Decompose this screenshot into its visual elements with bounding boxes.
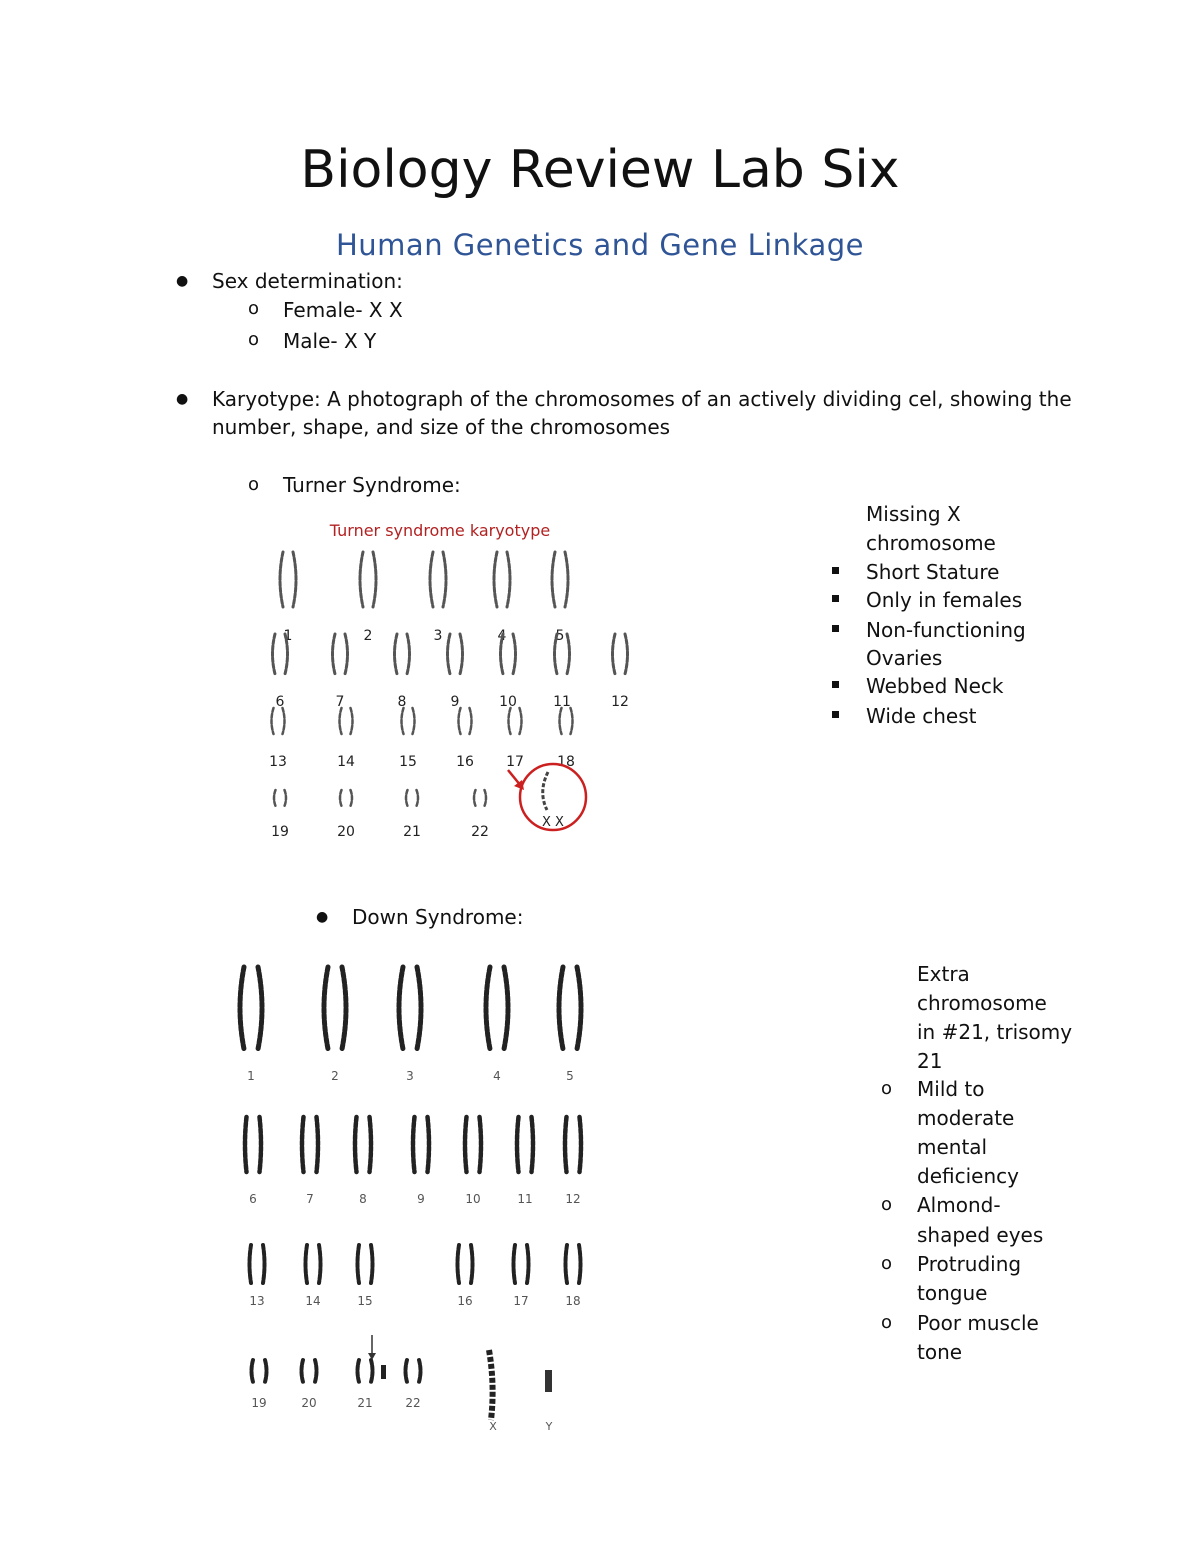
- chromosome: [459, 708, 461, 734]
- chromosome: [399, 967, 403, 1049]
- down-note-cont: tongue: [917, 1281, 988, 1305]
- chromosome-pair: [280, 552, 296, 607]
- extra-chromosome-21: [381, 1365, 386, 1379]
- chromosome-pair: [324, 967, 346, 1049]
- chromosome: [333, 634, 336, 674]
- chromosome-pair: [406, 1360, 421, 1382]
- chromosome-pair: [413, 1117, 429, 1172]
- chromosome: [465, 1117, 467, 1172]
- chromosome: [245, 1117, 247, 1172]
- chromosome-pair: [517, 1117, 533, 1172]
- down-chromosome-number: 8: [359, 1192, 367, 1206]
- down-note-cont: tone: [917, 1340, 963, 1364]
- chromosome: [371, 1245, 373, 1283]
- chromosome: [565, 1117, 567, 1172]
- chromosome: [342, 967, 346, 1049]
- chromosome: [319, 1245, 321, 1283]
- turner-chromosome-number: 5: [555, 628, 565, 644]
- chromosome: [315, 1360, 317, 1382]
- chromosome: [285, 634, 288, 674]
- chromosome: [407, 634, 410, 674]
- chromosome-pair: [302, 1117, 318, 1172]
- chromosome: [250, 1245, 252, 1283]
- down-notes-heading-4: 21: [917, 1049, 943, 1073]
- down-chromosome-number: 12: [565, 1192, 581, 1206]
- chromosome: [355, 1117, 357, 1172]
- chromosome-pair: [458, 1245, 473, 1283]
- chromosome: [406, 790, 408, 806]
- down-y-label: Y: [545, 1420, 553, 1433]
- chromosome: [527, 1245, 529, 1283]
- karyotype-text: A photograph of the chromosomes of an actively dividing cel, showing the: [320, 387, 1072, 411]
- chromosome-pair: [250, 1245, 265, 1283]
- turner-chromosome-number: 6: [275, 694, 285, 710]
- chromosome: [417, 967, 421, 1049]
- down-chromosome-number: 16: [457, 1294, 473, 1308]
- female-item: Female- X X: [283, 298, 403, 322]
- down-note: Almond-: [917, 1193, 1001, 1217]
- ring-bullet-icon: o: [881, 1194, 893, 1215]
- down-chromosome-number: 19: [251, 1396, 267, 1410]
- down-note-cont: shaped eyes: [917, 1223, 1044, 1247]
- square-bullet-icon: [832, 595, 839, 602]
- chromosome: [555, 634, 558, 674]
- chromosome: [285, 790, 287, 806]
- chromosome: [406, 1360, 408, 1382]
- karyotype-definition-line1: [212, 385, 1072, 414]
- chromosome: [351, 790, 353, 806]
- chromosome: [293, 552, 296, 607]
- chromosome: [324, 967, 328, 1049]
- chromosome: [480, 1117, 482, 1172]
- turner-chromosome-number: 2: [363, 628, 373, 644]
- turner-chromosome-number: 20: [337, 824, 355, 840]
- chromosome: [559, 967, 563, 1049]
- chromosome: [413, 1117, 415, 1172]
- chromosome: [517, 1117, 519, 1172]
- down-notes-heading-1: Extra: [917, 962, 970, 986]
- down-chromosome-number: 15: [357, 1294, 373, 1308]
- chromosome: [317, 1117, 319, 1172]
- chromosome-pair: [399, 967, 421, 1049]
- down-note-cont: mental: [917, 1135, 988, 1159]
- square-bullet-icon: [832, 567, 839, 574]
- turner-chromosome-number: 12: [611, 694, 629, 710]
- down-notes-heading-2: chromosome: [917, 991, 1047, 1015]
- turner-chromosome-number: 16: [456, 754, 474, 770]
- chromosome-pair: [306, 1245, 321, 1283]
- chromosome: [443, 552, 446, 607]
- chromosome-pair: [552, 552, 568, 607]
- chromosome: [552, 552, 555, 607]
- chromosome-pair: [514, 1245, 529, 1283]
- chromosome: [360, 552, 363, 607]
- chromosome: [283, 708, 285, 734]
- down-chromosome-number: 22: [405, 1396, 421, 1410]
- chromosome-pair: [474, 790, 486, 806]
- chromosome: [252, 1360, 254, 1382]
- chromosome: [571, 708, 573, 734]
- square-bullet-icon: [832, 711, 839, 718]
- chromosome: [395, 634, 398, 674]
- chromosome: [345, 634, 348, 674]
- down-chromosome-number: 20: [301, 1396, 317, 1410]
- chromosome-pair: [402, 708, 415, 734]
- chromosome: [579, 1245, 581, 1283]
- chromosome: [371, 1360, 373, 1382]
- chromosome-pair: [245, 1117, 261, 1172]
- down-karyotype-image: [225, 955, 605, 1440]
- chromosome: [340, 790, 342, 806]
- chromosome: [302, 1117, 304, 1172]
- chromosome: [302, 1360, 304, 1382]
- chromosome-pair: [459, 708, 472, 734]
- chromosome: [486, 967, 490, 1049]
- chromosome: [566, 1245, 568, 1283]
- page-title: Biology Review Lab Six: [300, 140, 900, 200]
- down-chromosome-number: 9: [417, 1192, 425, 1206]
- chromosome: [448, 634, 451, 674]
- down-chromosome-number: 6: [249, 1192, 257, 1206]
- turner-note: Only in females: [866, 588, 1023, 612]
- chromosome-pair: [448, 634, 463, 674]
- turner-chromosome-number: 4: [497, 628, 507, 644]
- chromosome: [470, 708, 472, 734]
- chromosome-pair: [240, 967, 262, 1049]
- chromosome: [358, 1245, 360, 1283]
- chromosome: [565, 552, 568, 607]
- chromosome: [513, 634, 516, 674]
- chromosome: [265, 1360, 267, 1382]
- chromosome: [560, 708, 562, 734]
- chromosome: [413, 708, 415, 734]
- chromosome-pair: [333, 634, 348, 674]
- chromosome: [514, 1245, 516, 1283]
- ring-bullet-icon: o: [248, 474, 260, 495]
- turner-figure-title: Turner syndrome karyotype: [329, 521, 551, 540]
- turner-note: Short Stature: [866, 560, 1000, 584]
- chromosome-pair: [406, 790, 418, 806]
- chromosome: [577, 967, 581, 1049]
- chromosome: [460, 634, 463, 674]
- chromosome-pair: [252, 1360, 267, 1382]
- chromosome-pair: [274, 790, 286, 806]
- chromosome: [474, 790, 476, 806]
- chromosome: [273, 634, 276, 674]
- chromosome-pair: [566, 1245, 581, 1283]
- chromosome: [613, 634, 616, 674]
- turner-chromosome-number: 17: [506, 754, 524, 770]
- down-chromosome-number: 21: [357, 1396, 373, 1410]
- chromosome: [263, 1245, 265, 1283]
- chromosome: [260, 1117, 262, 1172]
- down-chromosome-number: 13: [249, 1294, 265, 1308]
- chromosome: [370, 1117, 372, 1172]
- down-label: Down Syndrome:: [352, 905, 524, 929]
- chromosome: [402, 708, 404, 734]
- chromosome: [471, 1245, 473, 1283]
- turner-note-cont: Ovaries: [866, 646, 943, 670]
- ring-bullet-icon: o: [248, 298, 260, 319]
- chromosome-pair: [494, 552, 510, 607]
- turner-chromosome-number: 7: [335, 694, 345, 710]
- turner-karyotype-figure: [250, 512, 640, 842]
- chromosome-pair: [358, 1360, 373, 1382]
- turner-chromosome-number: 14: [337, 754, 355, 770]
- chromosome-pair: [430, 552, 446, 607]
- down-chromosome-number: 3: [406, 1069, 414, 1083]
- bullet-dot-icon: ●: [176, 391, 189, 407]
- chromosome: [494, 552, 497, 607]
- turner-chromosome-number: 15: [399, 754, 417, 770]
- chromosome: [504, 967, 508, 1049]
- turner-chromosome-number: 9: [450, 694, 460, 710]
- turner-chromosome-number: 3: [433, 628, 443, 644]
- bullet-dot-icon: ●: [316, 909, 329, 925]
- chromosome-pair: [486, 967, 508, 1049]
- chromosome-pair: [340, 790, 352, 806]
- page-subtitle: Human Genetics and Gene Linkage: [336, 228, 864, 262]
- chromosome-pair: [565, 1117, 581, 1172]
- square-bullet-icon: [832, 625, 839, 632]
- chromosome: [520, 708, 522, 734]
- chromosome: [428, 1117, 430, 1172]
- turner-sex-label: X X: [542, 815, 564, 830]
- turner-karyotype-image: [250, 512, 640, 842]
- chromosome: [272, 708, 274, 734]
- down-chromosome-number: 17: [513, 1294, 529, 1308]
- chromosome: [501, 634, 504, 674]
- down-chromosome-number: 18: [565, 1294, 581, 1308]
- chromosome-pair: [273, 634, 288, 674]
- chromosome: [373, 552, 376, 607]
- chromosome: [306, 1245, 308, 1283]
- chromosome-pair: [560, 708, 573, 734]
- turner-chromosome-number: 21: [403, 824, 421, 840]
- down-chromosome-number: 5: [566, 1069, 574, 1083]
- ring-bullet-icon: o: [881, 1253, 893, 1274]
- karyotype-definition-line2: number, shape, and size of the chromosomes: [212, 415, 671, 439]
- turner-note: Non-functioning: [866, 618, 1026, 642]
- chromosome: [580, 1117, 582, 1172]
- chromosome: [417, 790, 419, 806]
- sex-determination-label: Sex determination:: [212, 269, 403, 293]
- ring-bullet-icon: o: [881, 1312, 893, 1333]
- chromosome-pair: [501, 634, 516, 674]
- chromosome-pair: [509, 708, 522, 734]
- down-note-cont: moderate: [917, 1106, 1015, 1130]
- turner-chromosome-number: 1: [283, 628, 293, 644]
- down-note-cont: deficiency: [917, 1164, 1019, 1188]
- chromosome: [532, 1117, 534, 1172]
- chromosome: [509, 708, 511, 734]
- turner-note: Webbed Neck: [866, 674, 1004, 698]
- chromosome-pair: [302, 1360, 317, 1382]
- down-chromosome-number: 1: [247, 1069, 255, 1083]
- down-chromosome-number: 4: [493, 1069, 501, 1083]
- karyotype-term: Karyotype:: [212, 387, 321, 411]
- turner-chromosome-number: 8: [397, 694, 407, 710]
- chromosome: [430, 552, 433, 607]
- chromosome: [340, 708, 342, 734]
- chromosome: [358, 1360, 360, 1382]
- chromosome-pair: [465, 1117, 481, 1172]
- chromosome: [625, 634, 628, 674]
- chromosome: [258, 967, 262, 1049]
- chromosome: [280, 552, 283, 607]
- chromosome: [351, 708, 353, 734]
- turner-label: Turner Syndrome:: [283, 473, 461, 497]
- square-bullet-icon: [832, 681, 839, 688]
- turner-chromosome-number: 10: [499, 694, 517, 710]
- x-chromosome: [543, 772, 548, 810]
- down-notes-heading-3: in #21, trisomy: [917, 1020, 1073, 1044]
- turner-notes-heading-1: Missing X: [866, 502, 961, 526]
- chromosome-pair: [395, 634, 410, 674]
- chromosome-pair: [559, 967, 581, 1049]
- down-chromosome-number: 14: [305, 1294, 321, 1308]
- arrow-head: [368, 1353, 376, 1360]
- turner-chromosome-number: 22: [471, 824, 489, 840]
- chromosome: [507, 552, 510, 607]
- chromosome: [419, 1360, 421, 1382]
- turner-chromosome-number: 19: [271, 824, 289, 840]
- down-chromosome-number: 11: [517, 1192, 533, 1206]
- chromosome-pair: [613, 634, 628, 674]
- down-note: Poor muscle: [917, 1311, 1039, 1335]
- down-note: Mild to: [917, 1077, 985, 1101]
- turner-chromosome-number: 13: [269, 754, 287, 770]
- down-chromosome-number: 10: [465, 1192, 481, 1206]
- bullet-dot-icon: ●: [176, 273, 189, 289]
- chromosome: [274, 790, 276, 806]
- ring-bullet-icon: o: [248, 329, 260, 350]
- turner-note: Wide chest: [866, 704, 977, 728]
- down-karyotype-figure: [225, 955, 605, 1440]
- chromosome: [240, 967, 244, 1049]
- chromosome: [458, 1245, 460, 1283]
- chromosome-pair: [355, 1117, 371, 1172]
- down-note: Protruding: [917, 1252, 1022, 1276]
- chromosome-pair: [360, 552, 376, 607]
- down-chromosome-number: 7: [306, 1192, 314, 1206]
- male-item: Male- X Y: [283, 329, 377, 353]
- chromosome-pair: [358, 1245, 373, 1283]
- down-x-label: X: [489, 1420, 497, 1433]
- down-chromosome-number: 2: [331, 1069, 339, 1083]
- turner-notes-heading-2: chromosome: [866, 531, 996, 555]
- turner-chromosome-number: 11: [553, 694, 571, 710]
- ring-bullet-icon: o: [881, 1078, 893, 1099]
- chromosome-pair: [272, 708, 285, 734]
- x-chromosome: [489, 1350, 493, 1420]
- chromosome-pair: [340, 708, 353, 734]
- chromosome: [567, 634, 570, 674]
- turner-chromosome-number: 18: [557, 754, 575, 770]
- y-chromosome: [545, 1370, 552, 1392]
- chromosome: [485, 790, 487, 806]
